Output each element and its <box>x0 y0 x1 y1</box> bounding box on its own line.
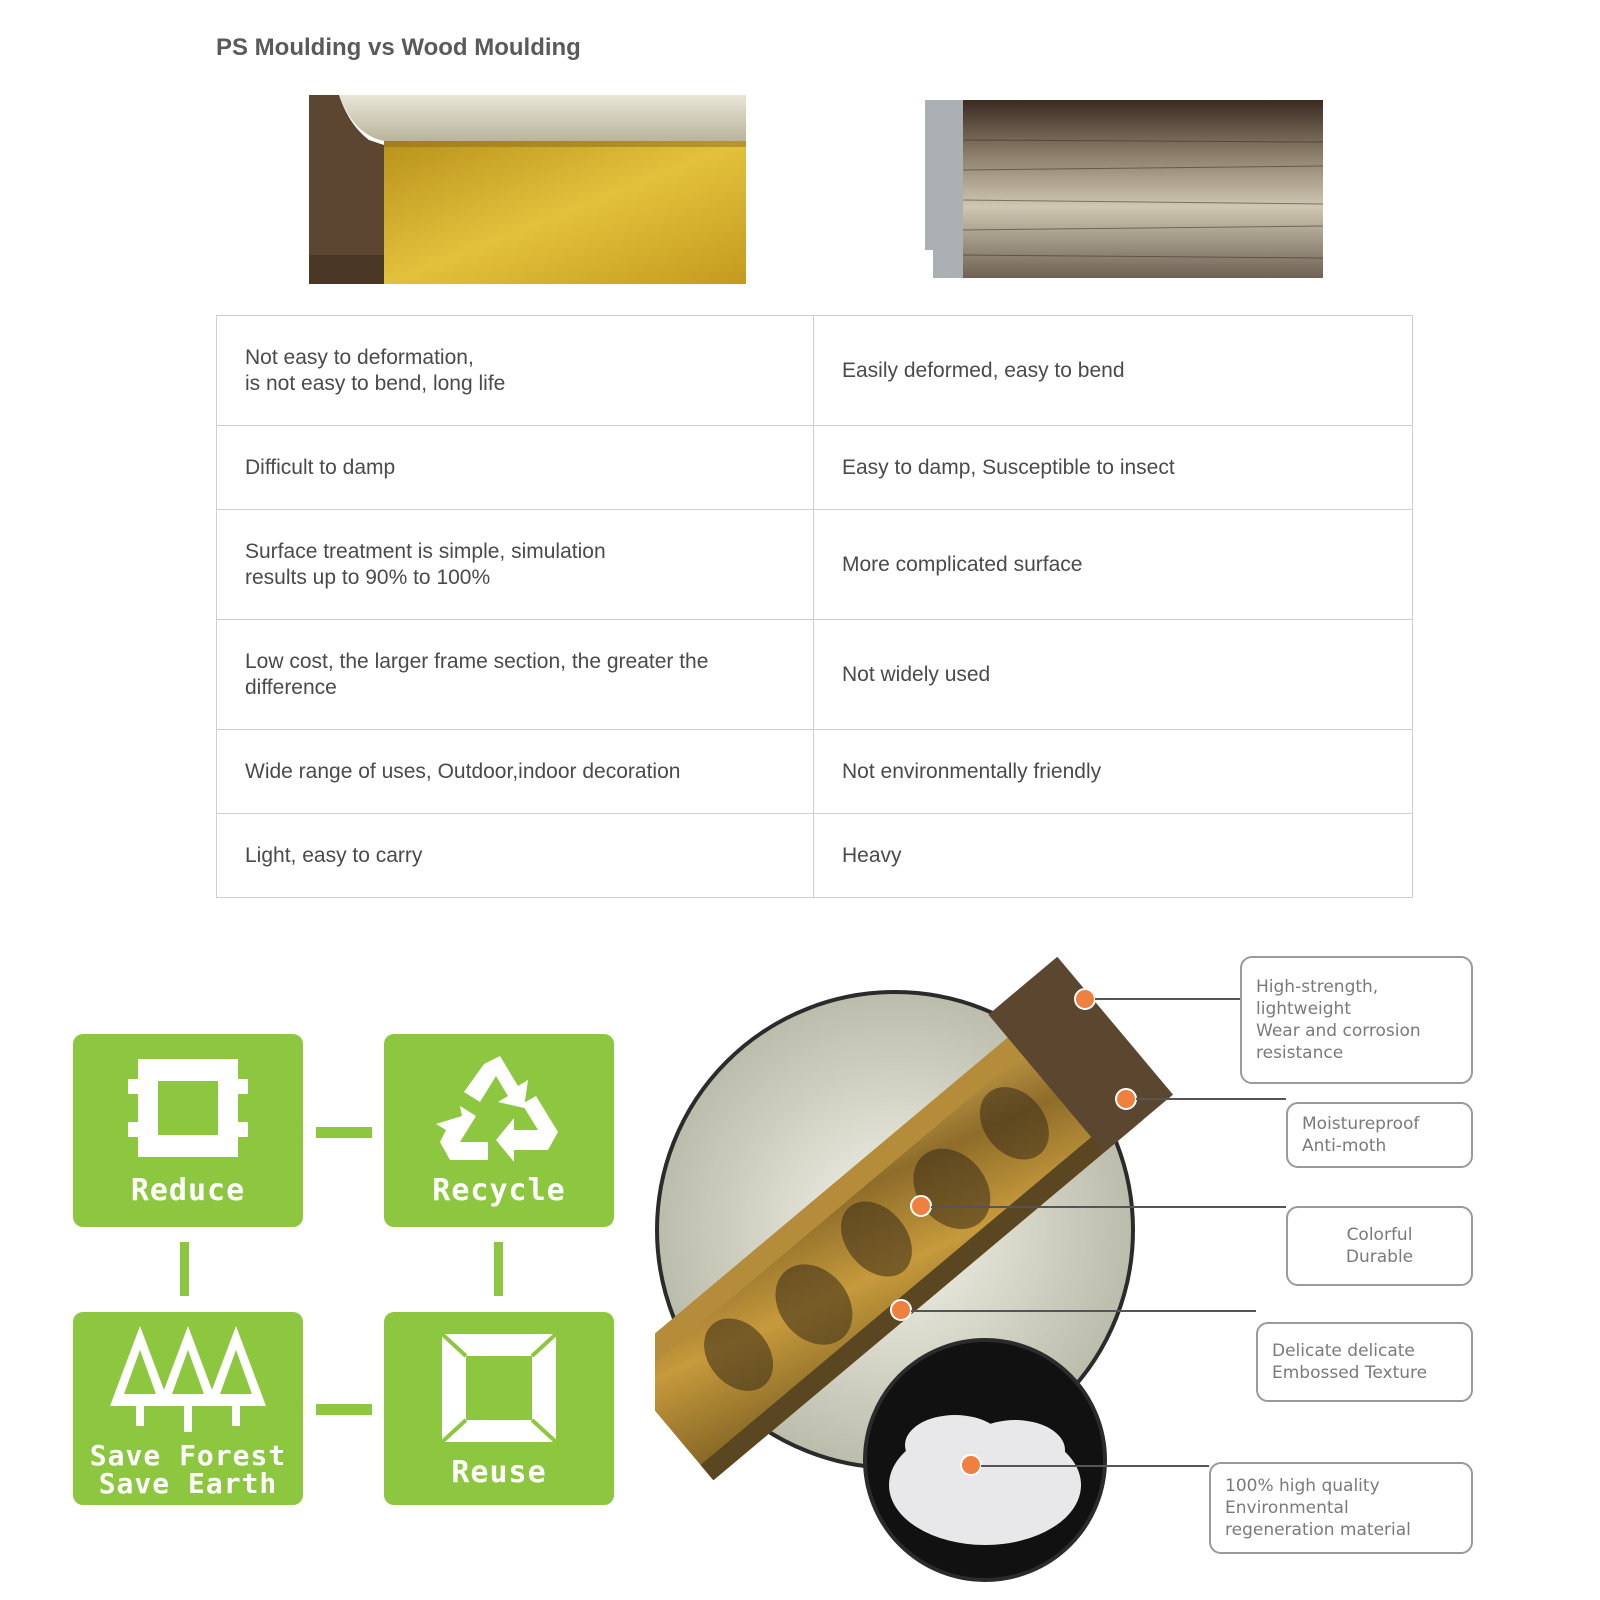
table-row <box>217 510 1413 620</box>
recycle-label: Recycle <box>432 1173 566 1208</box>
leader-line <box>911 1310 1256 1312</box>
ps-cell: Wide range of uses, Outdoor,indoor decoration <box>217 730 814 814</box>
ps-cell: Light, easy to carry <box>217 814 814 898</box>
leader-line <box>931 1206 1286 1208</box>
recycle-tile <box>384 1034 614 1227</box>
reduce-tile <box>73 1034 303 1227</box>
table-row <box>217 316 1413 426</box>
connector <box>180 1242 189 1296</box>
save-forest-tile <box>73 1312 303 1505</box>
feature-callout: Moistureproof Anti-moth <box>1286 1102 1473 1168</box>
wood-moulding-image <box>925 100 1323 278</box>
wood-cell: Easy to damp, Susceptible to insect <box>814 426 1413 510</box>
table-row <box>217 426 1413 510</box>
ps-cell: Not easy to deformation, is not easy to bend, long life <box>217 316 814 426</box>
reduce-label: Reduce <box>130 1173 246 1208</box>
wood-cell: Not widely used <box>814 620 1413 730</box>
feature-callout: High-strength, lightweight Wear and corrosion resistance <box>1240 956 1473 1084</box>
feature-callout: Delicate delicate Embossed Texture <box>1256 1322 1473 1402</box>
leader-line <box>1095 998 1240 1000</box>
wood-cell: Not environmentally friendly <box>814 730 1413 814</box>
reuse-tile <box>384 1312 614 1505</box>
page-title: PS Moulding vs Wood Moulding <box>216 34 581 61</box>
leader-line <box>981 1465 1209 1467</box>
ps-cell: Surface treatment is simple, simulation results up to 90% to 100% <box>217 510 814 620</box>
leader-line <box>1136 1098 1286 1100</box>
table-row <box>217 620 1413 730</box>
moulding-illustration <box>655 925 1215 1600</box>
ps-moulding-image <box>309 95 746 284</box>
ps-cell: Difficult to damp <box>217 426 814 510</box>
feature-callout: Colorful Durable <box>1286 1206 1473 1286</box>
table-row <box>217 730 1413 814</box>
feature-callout: 100% high quality Environmental regeneration material <box>1209 1462 1473 1554</box>
connector <box>316 1127 372 1138</box>
reuse-label: Reuse <box>451 1455 547 1490</box>
reuse-icon <box>442 1334 556 1442</box>
comparison-table <box>216 315 1413 898</box>
ps-cell: Low cost, the larger frame section, the greater the difference <box>217 620 814 730</box>
save-forest-label: Save Forest Save Earth <box>89 1439 287 1500</box>
wood-cell: More complicated surface <box>814 510 1413 620</box>
connector <box>316 1404 372 1415</box>
table-row <box>217 814 1413 898</box>
wood-cell: Heavy <box>814 814 1413 898</box>
connector <box>494 1242 503 1296</box>
wood-cell: Easily deformed, easy to bend <box>814 316 1413 426</box>
reduce-icon <box>128 1059 248 1157</box>
recycle-icon <box>436 1056 562 1164</box>
trees-icon <box>110 1326 266 1432</box>
